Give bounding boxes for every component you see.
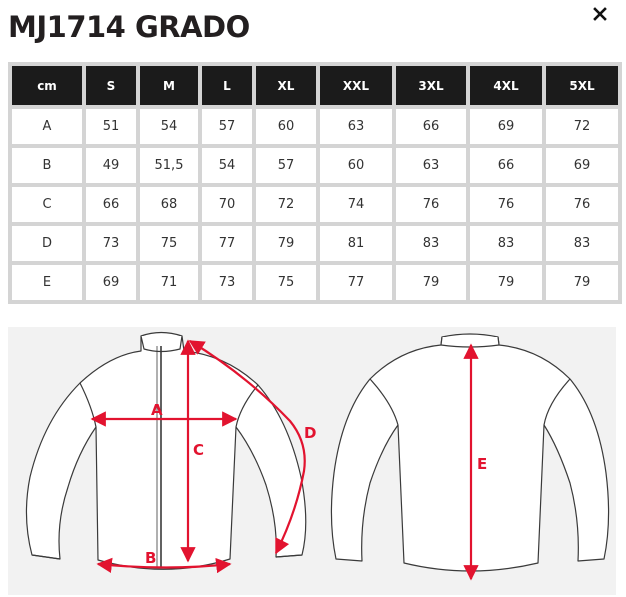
table-row: [12, 148, 618, 183]
table-cell: 81: [320, 226, 392, 261]
column-header: S: [86, 66, 136, 105]
table-cell: 69: [546, 148, 618, 183]
table-cell: 71: [140, 265, 198, 300]
close-button[interactable]: [588, 2, 612, 26]
table-cell: 57: [202, 109, 252, 144]
table-cell: C: [12, 187, 82, 222]
table-cell: 76: [470, 187, 542, 222]
table-cell: 79: [470, 265, 542, 300]
table-cell: 66: [86, 187, 136, 222]
table-cell: 79: [256, 226, 316, 261]
table-row: [12, 265, 618, 300]
page-title: MJ1714 GRADO: [8, 10, 250, 44]
table-cell: D: [12, 226, 82, 261]
table-cell: 54: [202, 148, 252, 183]
table-cell: 79: [396, 265, 466, 300]
table-cell: 66: [396, 109, 466, 144]
measure-label-a: A: [151, 401, 163, 419]
table-cell: 72: [256, 187, 316, 222]
table-cell: 75: [140, 226, 198, 261]
table-cell: 63: [320, 109, 392, 144]
table-cell: 72: [546, 109, 618, 144]
table-row: [12, 109, 618, 144]
table-cell: 69: [86, 265, 136, 300]
measurement-diagram: [8, 327, 616, 595]
column-header: 3XL: [396, 66, 466, 105]
table-cell: 79: [546, 265, 618, 300]
column-header: 5XL: [546, 66, 618, 105]
table-cell: 68: [140, 187, 198, 222]
table-cell: 60: [320, 148, 392, 183]
table-cell: A: [12, 109, 82, 144]
measure-label-b: B: [145, 549, 157, 567]
table-cell: B: [12, 148, 82, 183]
table-cell: 75: [256, 265, 316, 300]
column-header: XL: [256, 66, 316, 105]
table-cell: 77: [202, 226, 252, 261]
column-header: cm: [12, 66, 82, 105]
table-cell: 69: [470, 109, 542, 144]
table-cell: 77: [320, 265, 392, 300]
column-header: XXL: [320, 66, 392, 105]
table-cell: 57: [256, 148, 316, 183]
table-cell: 76: [546, 187, 618, 222]
table-cell: 54: [140, 109, 198, 144]
table-cell: 70: [202, 187, 252, 222]
table-row: [12, 187, 618, 222]
close-icon: [593, 7, 607, 21]
table-cell: 66: [470, 148, 542, 183]
table-cell: 83: [470, 226, 542, 261]
measure-label-c: C: [193, 441, 205, 459]
jacket-front-outline: [26, 333, 305, 570]
measure-label-e: E: [477, 455, 488, 473]
table-cell: E: [12, 265, 82, 300]
table-cell: 74: [320, 187, 392, 222]
table-cell: 76: [396, 187, 466, 222]
table-cell: 83: [396, 226, 466, 261]
table-cell: 51: [86, 109, 136, 144]
column-header: 4XL: [470, 66, 542, 105]
table-cell: 63: [396, 148, 466, 183]
table-cell: 60: [256, 109, 316, 144]
table-cell: 73: [202, 265, 252, 300]
measure-label-d: D: [304, 424, 317, 442]
column-header: M: [140, 66, 198, 105]
table-cell: 49: [86, 148, 136, 183]
table-row: [12, 226, 618, 261]
table-cell: 51,5: [140, 148, 198, 183]
size-table: [8, 62, 622, 304]
column-header: L: [202, 66, 252, 105]
table-cell: 83: [546, 226, 618, 261]
table-header-row: [12, 66, 618, 105]
table-cell: 73: [86, 226, 136, 261]
